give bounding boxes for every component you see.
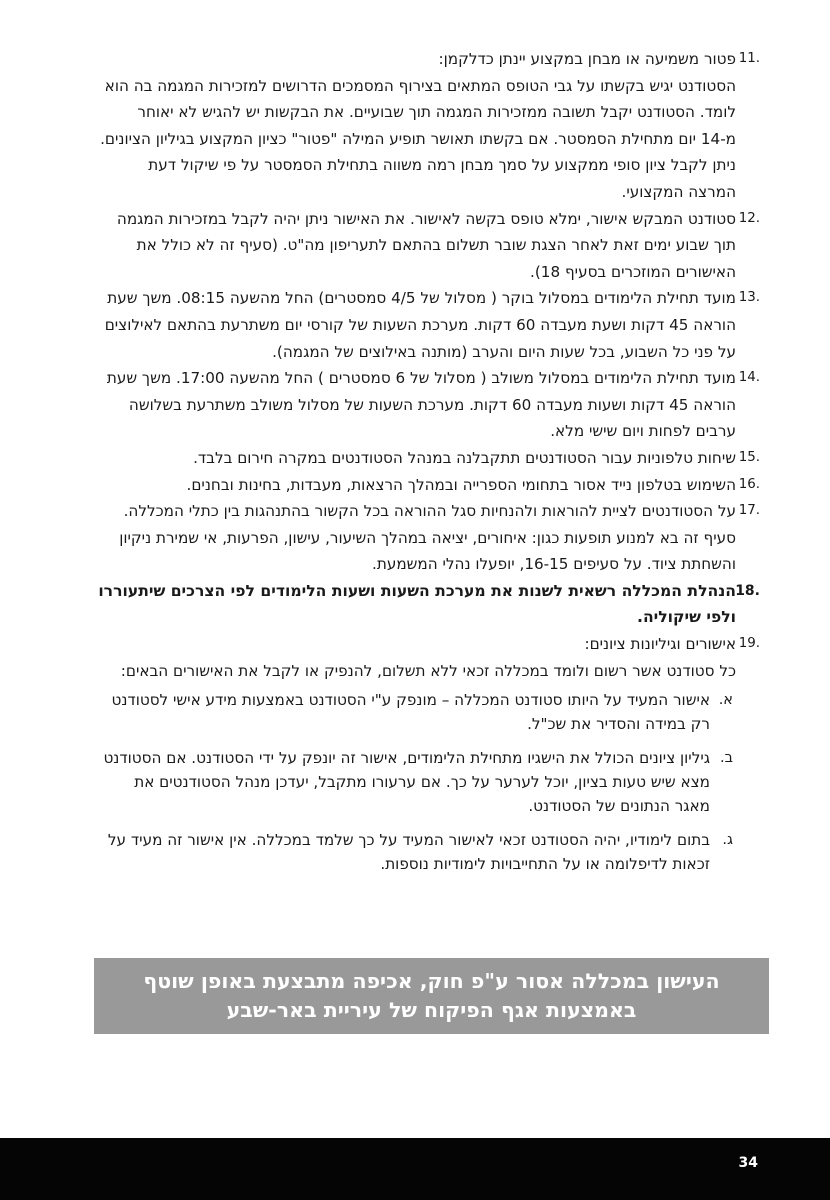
sub-item-text: גיליון ציונים הכולל את הישגיו מתחילת הלימודים, אישור זה יונפק על ידי הסטודנט. אם הסטודנט מצא שיש טעות בציון, יוכל לערער על כך. אם ערעורו מתקבל, יעדכן מנהל הסטודנטים את מאגר הנתונים של הסטודנט.: [103, 749, 710, 816]
banner-line-1: העישון במכללה אסור ע"פ חוק, אכיפה מתבצעת באופן שוטף: [143, 969, 720, 993]
list-item-17: [98, 498, 760, 578]
sub-item-letter: ג.: [722, 832, 733, 849]
list-item-14: [98, 365, 760, 445]
item-text: ניתן לקבל ציון סופי ממקצוע על סמך מבחן רמה משווה בתחילת הסמסטר על פי שיקול דעת המרצה המקצועי.: [148, 156, 736, 201]
item-text: הסטודנט יגיש בקשתו על גבי הטופס המתאים בצירוף המסמכים הדרושים למזכירות המגמה בה הוא לומד. הסטודנט יקבל תשובה ממזכירות המגמה תוך שבועיים. את הבקשות יש להגיש לא יאוחר מ-14 יום מתחילת הסמסטר. אם בקשתו תאושר תופיע המילה "פטור" כציון המקצוע בגיליון הציונים.: [100, 76, 736, 148]
sub-item-c: [98, 828, 736, 876]
item-text: שיחות טלפוניות עבור הסטודנטים תתקבלנה במנהל הסטודנטים במקרה חירום בלבד.: [193, 448, 736, 467]
sub-item-b: [98, 746, 736, 818]
item-text: מועד תחילת הלימודים במסלול משולב ( מסלול של 6 סמסטרים ) החל מהשעה 17:00. משך שעת הוראה 45 דקות ושעות מעבדה 60 דקות. מערכת השעות של מסלול משולב משתרעת בשלושה ערבים לפחות ויום שישי מלא.: [106, 369, 736, 441]
item-text: השימוש בטלפון נייד אסור בתחומי הספרייה ובמהלך הרצאות, מעבדות, בחינות ובחנים.: [186, 475, 736, 494]
item-text: כל סטודנט אשר רשום ולומד במכללה זכאי ללא תשלום, להנפיק או לקבל את האישורים הבאים:: [120, 661, 736, 680]
sub-item-a: [98, 688, 736, 736]
item-text: הנהלת המכללה רשאית לשנות את מערכת השעות ושעות הלימודים לפי הצרכים שיתעוררו ולפי שיקוליה.: [98, 581, 736, 627]
item-number: .16: [738, 476, 760, 492]
item-heading: אישורים וגיליונות ציונים:: [584, 635, 736, 654]
list-item-12: [98, 206, 760, 286]
item-number: .18: [735, 582, 760, 599]
smoking-notice-banner: [94, 958, 769, 1034]
list-item-13: [98, 285, 760, 365]
list-item-15: [98, 445, 760, 472]
sub-item-text: אישור המעיד על היותו סטודנט המכללה – מונפק ע"י הסטודנט באמצעות מידע אישי לסטודנט רק במידה והסדיר את שכ"ל.: [111, 691, 710, 734]
item-text: סטודנט המבקש אישור, ימלא טופס בקשה לאישור. את האישור ניתן יהיה לקבל במזכירות המגמה תוך שבוע ימים זאת לאחר הצגת שובר תשלום בהתאם לתעריפון מה"ט. (סעיף זה לא כולל את האישורים המוזכרים בסעיף 18).: [116, 209, 736, 281]
list-item-11: [98, 46, 760, 206]
item-number: .17: [738, 503, 760, 519]
list-item-19: [98, 631, 760, 876]
sub-item-letter: ב.: [720, 750, 733, 767]
list-item-16: [98, 472, 760, 499]
item-number: .11: [738, 51, 760, 66]
list-item-18: [98, 578, 760, 631]
sub-item-letter: א.: [718, 692, 733, 709]
item-text: על הסטודנטים לציית להוראות ולהנחיות סגל ההוראה בכל הקשור בהתנהגות בין כתלי המכללה. סעיף זה בא למנוע תופעות כגון: איחורים, יציאה במהלך השיעור, עישון, הפרעות, אי שמירת ניקיון והשחתת ציוד. על סעיפים 16-15, יופעלו נהלי המשמעת.: [119, 502, 736, 574]
banner-line-2: באמצעות אגף הפיקוח של עיריית באר-שבע: [226, 998, 637, 1022]
item-number: .15: [738, 449, 760, 465]
page-footer: [0, 1138, 830, 1200]
item-number: .13: [738, 290, 760, 306]
item-number: .12: [738, 210, 760, 226]
item-number: .14: [738, 370, 760, 386]
regulations-list: [98, 46, 760, 876]
sub-item-text: בתום לימודיו, יהיה הסטודנט זכאי לאישור המעיד על כך שלמד במכללה. אין אישור זה מעיד על זכאות לדיפלומה או על התחייבויות לימודיות נוספות.: [107, 831, 710, 874]
item-number: .19: [738, 636, 760, 652]
item-text: מועד תחילת הלימודים במסלול בוקר ( מסלול של 4/5 סמסטרים) החל מהשעה 08:15. משך שעת הוראה 45 דקות ושעת מעבדה 60 דקות. מערכת השעות של קורסי יום משתרעת בהתאם לאילוצים על פני כל השבוע, בכל שעות היום והערב (מותנה באילוצים של המגמה).: [104, 289, 736, 361]
item-heading: פטור משמיעה או מבחן במקצוע יינתן כדלקמן:: [438, 50, 736, 68]
page-number: 34: [738, 1155, 758, 1171]
